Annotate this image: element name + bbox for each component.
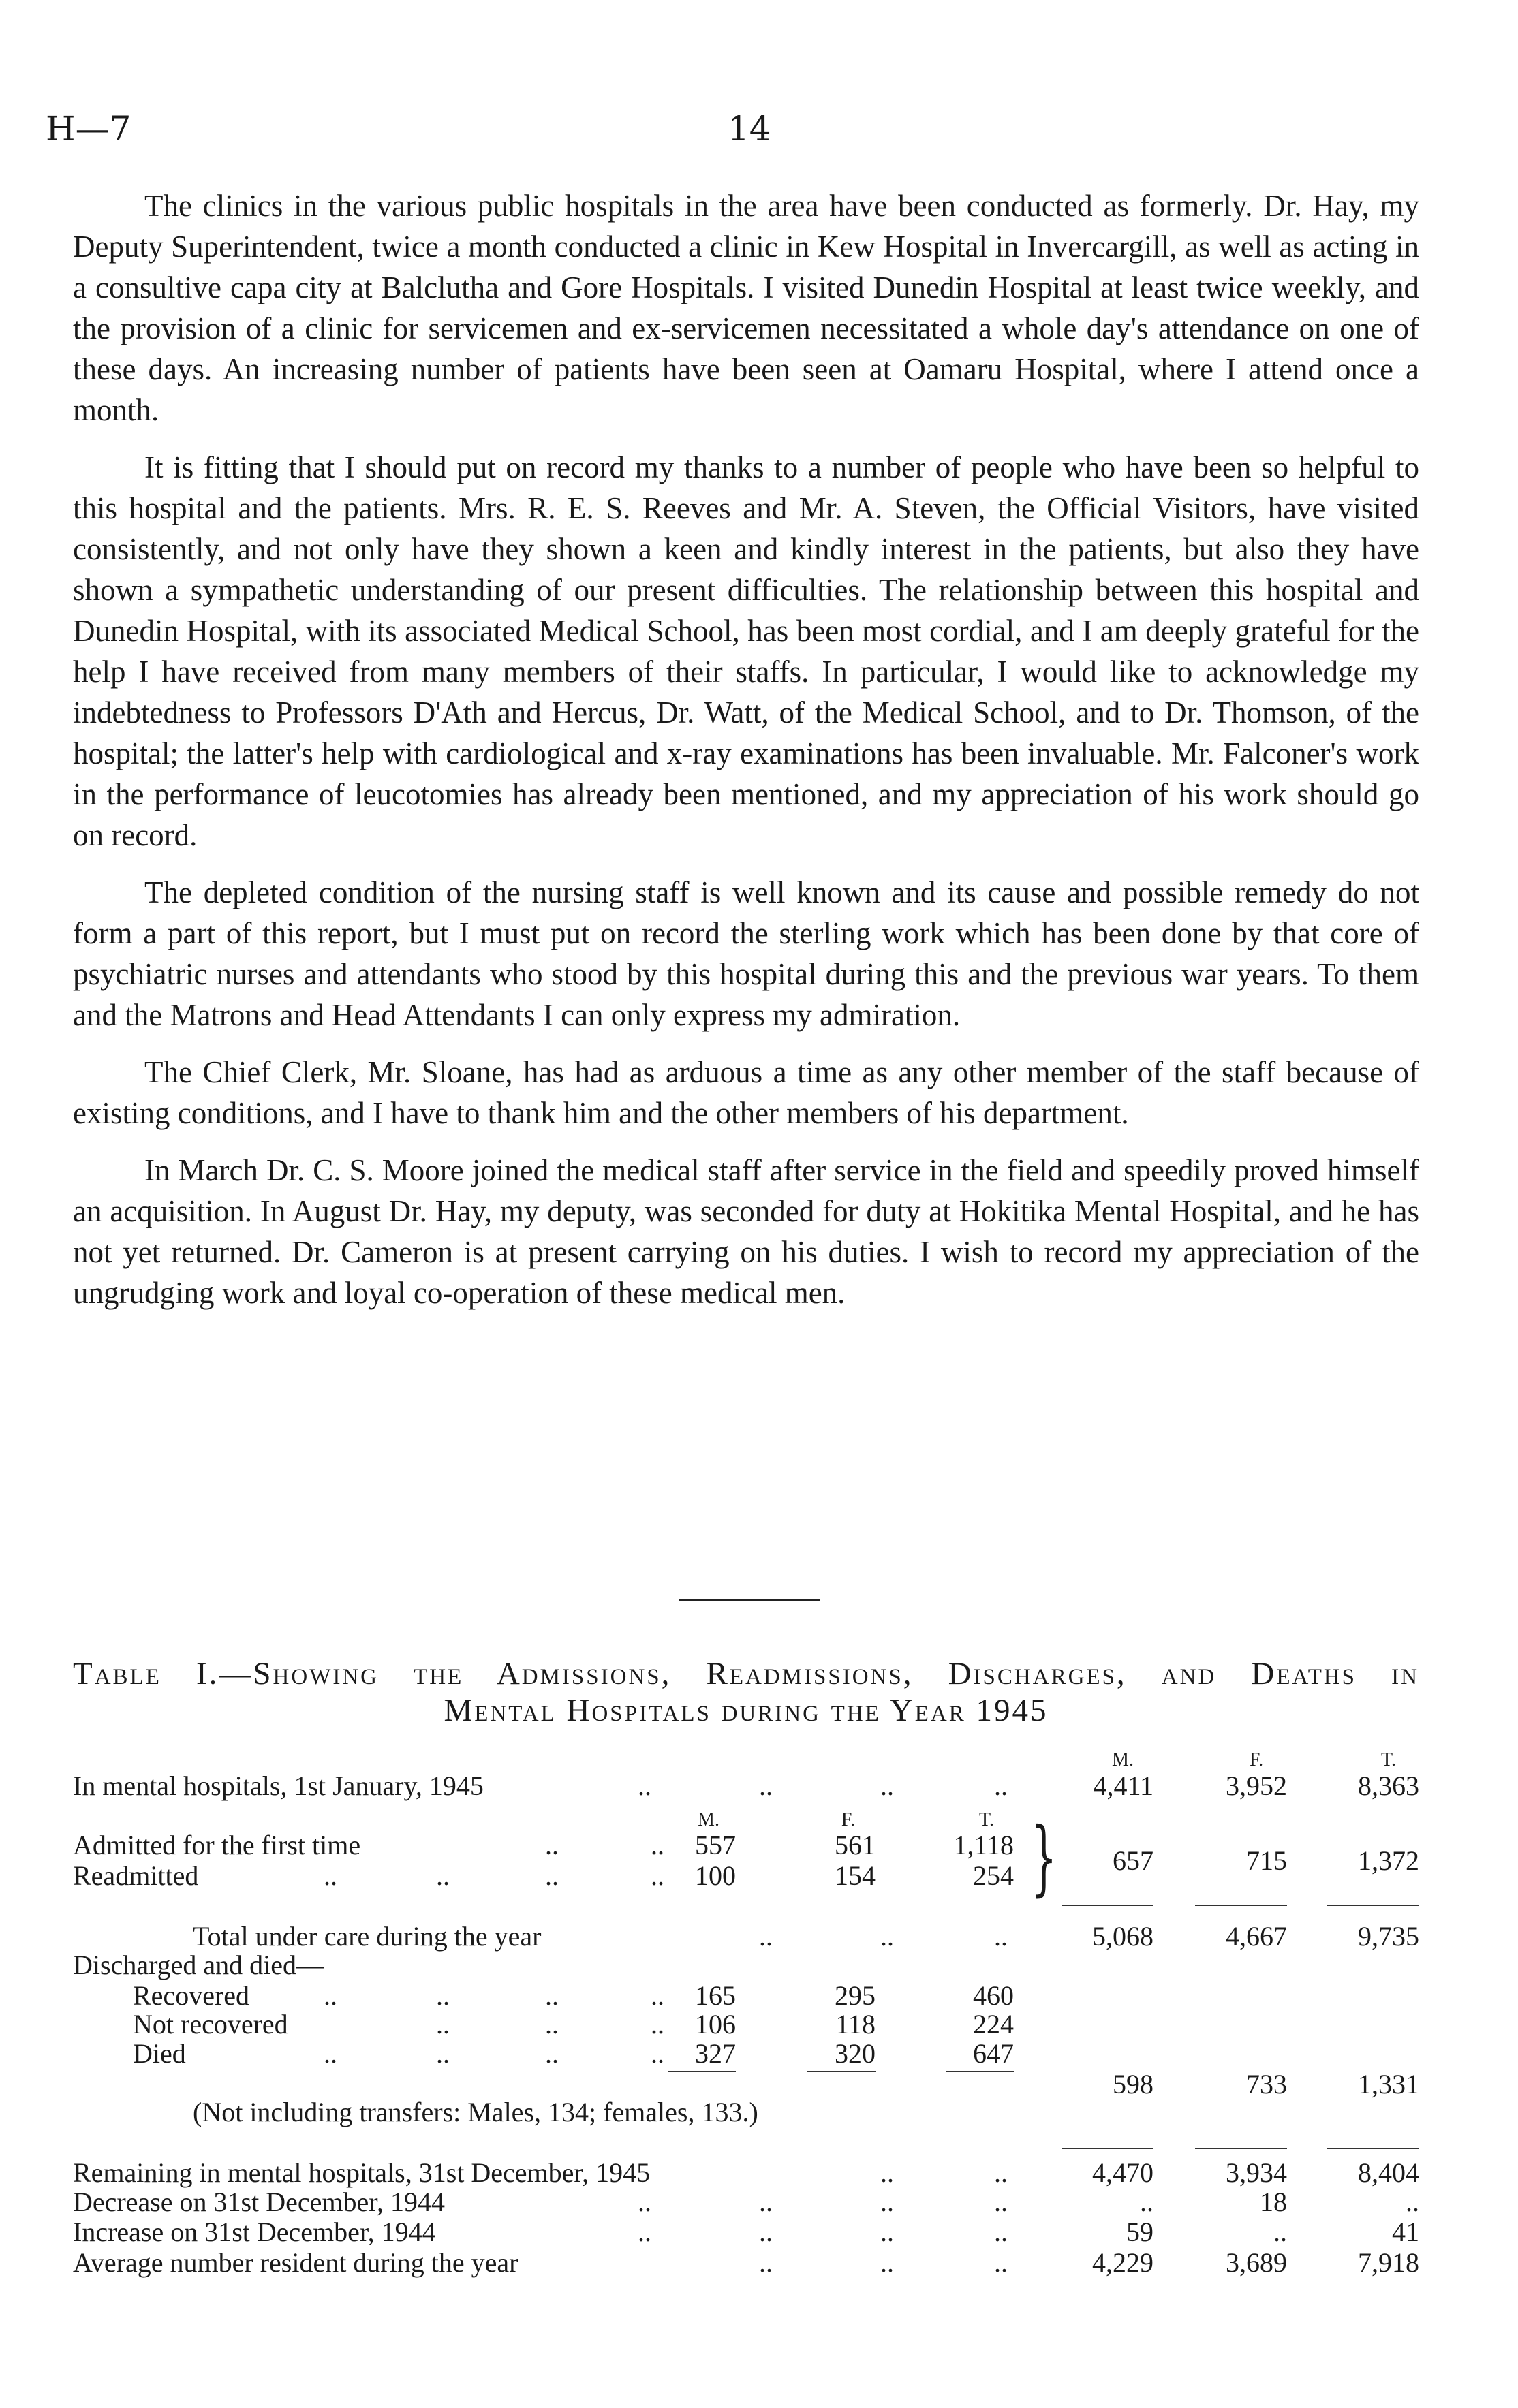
inner-value: 165 [695, 1980, 736, 2011]
leader-dots: .. [994, 2217, 1008, 2247]
outer-value: 41 [1392, 2217, 1419, 2247]
leader-dots: .. [759, 2217, 773, 2247]
combined-admissions-value: 657 [1113, 1845, 1153, 1876]
row-label: Total under care during the year [193, 1921, 542, 1952]
leader-dots: .. [436, 2038, 450, 2069]
row-label: Remaining in mental hospitals, 31st December, 1945 [73, 2157, 651, 2188]
leader-dots: .. [545, 2009, 559, 2039]
leader-dots: .. [994, 2157, 1008, 2188]
combined-admissions-value: 715 [1246, 1845, 1287, 1876]
leader-dots: .. [324, 1980, 337, 2011]
inner-value: 557 [695, 1830, 736, 1860]
leader-dots: .. [545, 2038, 559, 2069]
outer-value: 3,934 [1226, 2157, 1287, 2188]
inner-value: 1,118 [953, 1830, 1014, 1860]
outer-value: 59 [1126, 2217, 1153, 2247]
leader-dots: .. [324, 1860, 337, 1891]
leader-dots: .. [638, 2217, 651, 2247]
inner-value: 254 [973, 1860, 1014, 1891]
leader-dots: .. [651, 2038, 664, 2069]
paragraph-thanks: It is fitting that I should put on record my thanks to a number of people who have been so helpful to this hospital and the patients. Mrs. R. E. S. Reeves and Mr. A. Steven, the Official Visitors, have visited consistently, and not only have they shown a keen and kindly interest in the patients, but also they have shown a sympathetic understanding of our present difficulties. The relationship between this hospital and Dunedin Hospital, with its associated Medical School, has been most cordial, and I am deeply grateful for the help I have received from many members of their staffs. In particular, I would like to acknowledge my indebtedness to Professors D'Ath and Hercus, Dr. Watt, of the Medical School, and to Dr. Thomson, of the hospital; the latter's help with cardiological and x-ray examinations has been invaluable. Mr. Falconer's work in the performance of leucotomies has already been mentioned, and my appreciation of his work should go on record. [73, 450, 1419, 852]
row-label: Not recovered [133, 2009, 288, 2039]
table-rule [668, 2071, 736, 2072]
combined-admissions-value: 1,372 [1358, 1845, 1419, 1876]
inner-value: 295 [835, 1980, 876, 2011]
outer-value: .. [1273, 2217, 1287, 2247]
outer-value: 18 [1260, 2187, 1287, 2217]
table-title-line1: Table I.—Showing the Admissions, Readmissions, Discharges, and Deaths in [73, 1656, 1419, 1691]
row-label: Recovered [133, 1980, 250, 2011]
outer-value: 9,735 [1358, 1921, 1419, 1952]
leader-dots: .. [759, 2247, 773, 2278]
inner-value: 561 [835, 1830, 876, 1860]
leader-dots: .. [651, 2009, 664, 2039]
outer-value: 4,229 [1092, 2247, 1153, 2278]
outer-value: 4,411 [1093, 1770, 1153, 1801]
leader-dots: .. [994, 2247, 1008, 2278]
outer-value: 4,667 [1226, 1921, 1287, 1952]
paragraph-clinics: The clinics in the various public hospitals in the area have been conducted as formerly. Dr. Hay, my Deputy Superintendent, twice a month conducted a clinic in Kew Hospital in Invercargill, as well as acting in a consultive capa city at Balclutha and Gore Hospitals. I visited Dunedin Hospital at least twice weekly, and the provision of a clinic for servicemen and ex-servicemen necessitated a whole day's attendance on one of these days. An increasing number of patients have been seen at Oamaru Hospital, where I attend once a month. [73, 189, 1419, 427]
outer-value: 5,068 [1092, 1921, 1153, 1952]
leader-dots: .. [436, 1860, 450, 1891]
table-rule [1327, 1905, 1419, 1906]
table-rule [1062, 2148, 1153, 2149]
leader-dots: .. [880, 2247, 894, 2278]
table-rule [1327, 2148, 1419, 2149]
outer-value: 8,404 [1358, 2157, 1419, 2188]
row-label: Decrease on 31st December, 1944 [73, 2187, 445, 2217]
inner-value: 100 [695, 1860, 736, 1891]
outer-value: .. [1140, 2187, 1153, 2217]
outer-value: 1,331 [1358, 2069, 1419, 2099]
leader-dots: .. [994, 1921, 1008, 1952]
outer-value: 8,363 [1358, 1770, 1419, 1801]
leader-dots: .. [651, 1860, 664, 1891]
leader-dots: .. [759, 1770, 773, 1801]
leader-dots: .. [436, 2009, 450, 2039]
leader-dots: .. [638, 2187, 651, 2217]
row-label: Discharged and died— [73, 1950, 324, 1980]
outer-col-header-t: T. [1380, 1749, 1397, 1770]
row-label: Readmitted [73, 1860, 199, 1891]
leader-dots: .. [545, 1830, 559, 1860]
outer-value: 3,952 [1226, 1770, 1287, 1801]
leader-dots: .. [994, 1770, 1008, 1801]
section-divider [679, 1599, 820, 1601]
table-rule [807, 2071, 876, 2072]
outer-value: 4,470 [1092, 2157, 1153, 2188]
row-label: Died [133, 2038, 186, 2069]
body-text [73, 185, 1419, 1330]
leader-dots: .. [545, 1980, 559, 2011]
table-rule [1195, 1905, 1287, 1906]
table-title-line2: Mental Hospitals during the Year 1945 [444, 1693, 1049, 1728]
row-label: Increase on 31st December, 1944 [73, 2217, 436, 2247]
table-rule [1195, 2148, 1287, 2149]
outer-value: 3,689 [1226, 2247, 1287, 2278]
document-code: H—7 [46, 109, 131, 148]
leader-dots: .. [994, 2187, 1008, 2217]
inner-col-header-f: F. [841, 1809, 856, 1830]
leader-dots: .. [880, 1921, 894, 1952]
inner-value: 154 [835, 1860, 876, 1891]
table-rule [946, 2071, 1014, 2072]
outer-value: .. [1406, 2187, 1419, 2217]
leader-dots: .. [880, 2157, 894, 2188]
leader-dots: .. [651, 1830, 664, 1860]
outer-value: 598 [1113, 2069, 1153, 2099]
inner-value: 224 [973, 2009, 1014, 2039]
inner-value: 106 [695, 2009, 736, 2039]
inner-col-header-m: M. [698, 1809, 719, 1830]
paragraph-medical-staff: In March Dr. C. S. Moore joined the medical staff after service in the field and speedily proved himself an acquisition. In August Dr. Hay, my deputy, was seconded for duty at Hokitika Mental Hospital, and he has not yet returned. Dr. Cameron is at present carrying on his duties. I wish to record my appreciation of the ungrudging work and loyal co-operation of these medical men. [73, 1153, 1419, 1310]
paragraph-nursing-staff: The depleted condition of the nursing staff is well known and its cause and possible remedy do not form a part of this report, but I must put on record the sterling work which has been done by that core of psychiatric nurses and attendants who stood by this hospital during this and the previous war years. To them and the Matrons and Head Attendants I can only express my admiration. [73, 875, 1419, 1032]
leader-dots: .. [880, 2217, 894, 2247]
inner-value: 118 [835, 2009, 876, 2039]
page-number: 14 [728, 109, 771, 148]
leader-dots: .. [324, 2038, 337, 2069]
outer-col-header-f: F. [1249, 1749, 1264, 1770]
leader-dots: .. [436, 1980, 450, 2011]
outer-value: 7,918 [1358, 2247, 1419, 2278]
inner-value: 320 [835, 2038, 876, 2069]
leader-dots: .. [638, 1770, 651, 1801]
table-rule [1062, 1905, 1153, 1906]
leader-dots: .. [759, 1921, 773, 1952]
row-label: In mental hospitals, 1st January, 1945 [73, 1770, 484, 1801]
inner-value: 460 [973, 1980, 1014, 2011]
leader-dots: .. [651, 1980, 664, 2011]
leader-dots: .. [880, 2187, 894, 2217]
leader-dots: .. [880, 1770, 894, 1801]
paragraph-chief-clerk: The Chief Clerk, Mr. Sloane, has had as arduous a time as any other member of the staff because of existing conditions, and I have to thank him and the other members of his department. [73, 1055, 1419, 1130]
brace-icon: } [1031, 1811, 1057, 1905]
outer-value: 733 [1246, 2069, 1287, 2099]
row-label: Average number resident during the year [73, 2247, 518, 2278]
row-label: Admitted for the first time [73, 1830, 361, 1860]
leader-dots: .. [545, 1860, 559, 1891]
inner-col-header-t: T. [978, 1809, 995, 1830]
inner-value: 327 [695, 2038, 736, 2069]
leader-dots: .. [759, 2187, 773, 2217]
row-label: (Not including transfers: Males, 134; females, 133.) [193, 2097, 758, 2127]
inner-value: 647 [973, 2038, 1014, 2069]
outer-col-header-m: M. [1112, 1749, 1134, 1770]
